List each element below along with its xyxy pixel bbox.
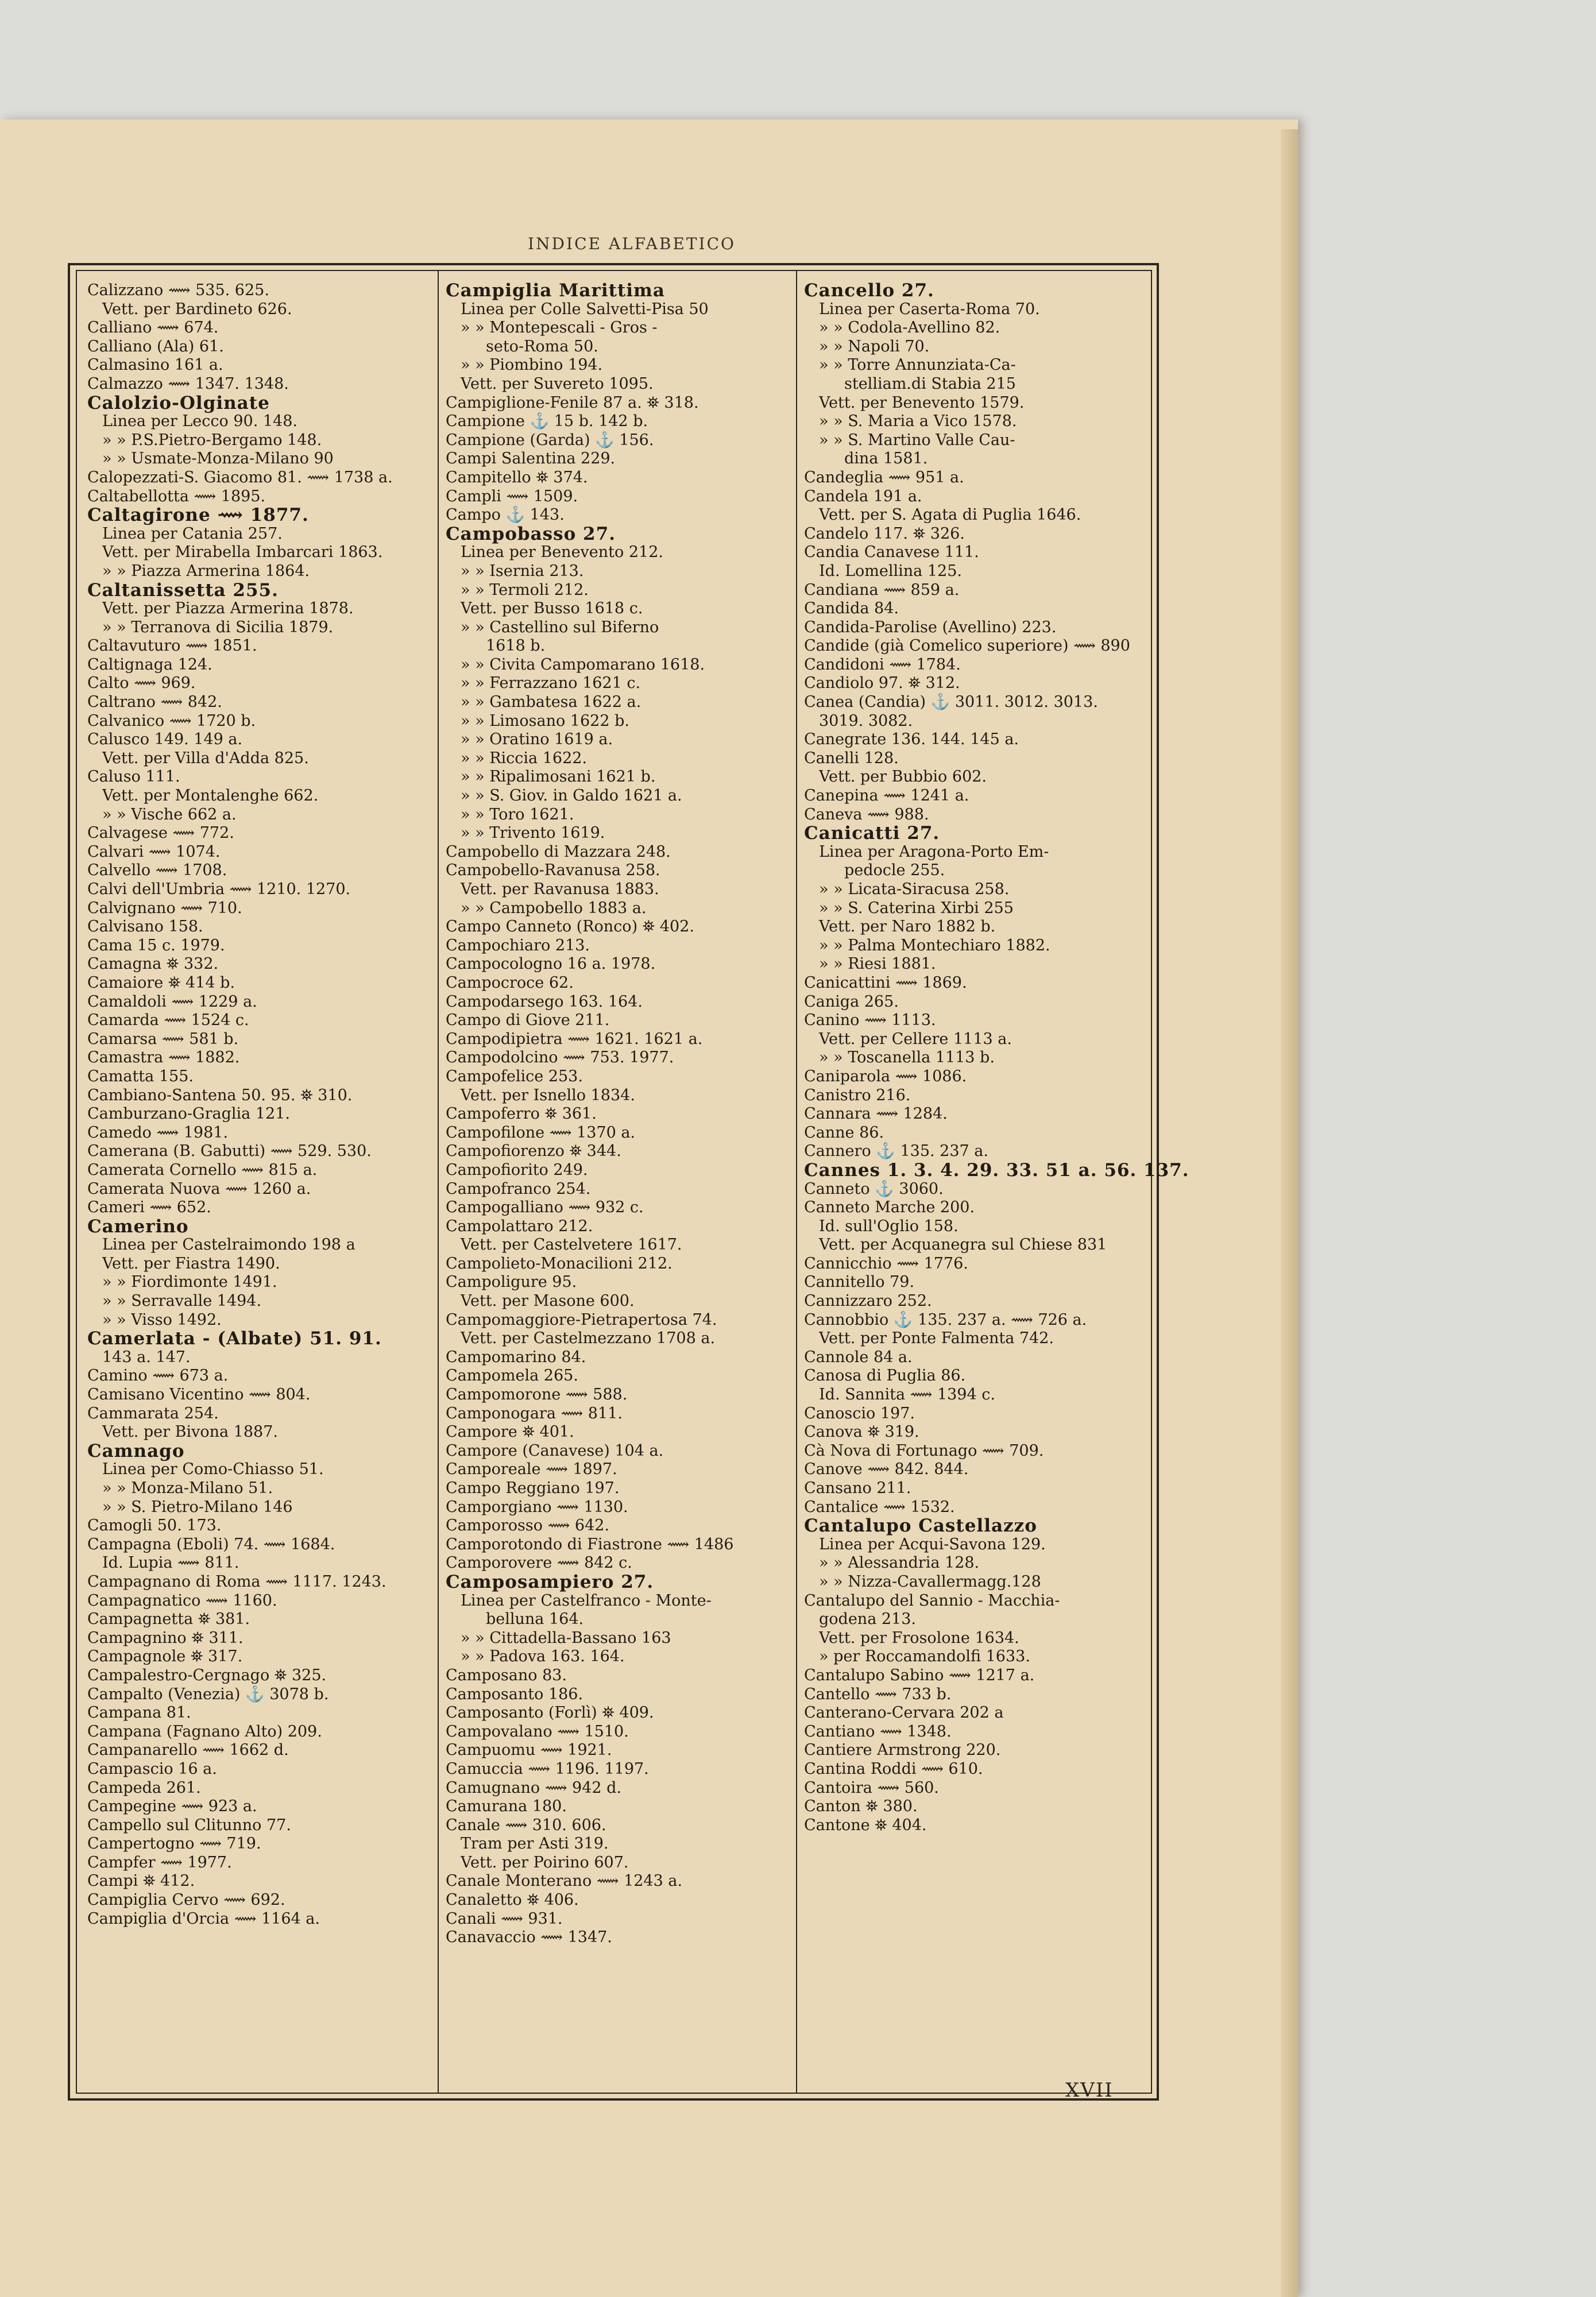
index-entry: Camarda ⟿ 1524 c. [87, 1011, 249, 1030]
index-entry: 1618 b. [486, 637, 546, 655]
index-entry: Caltavuturo ⟿ 1851. [87, 637, 257, 655]
index-entry: Caltabellotta ⟿ 1895. [87, 487, 266, 505]
index-entry: Campomorone ⟿ 588. [446, 1386, 628, 1404]
index-entry: Cantalice ⟿ 1532. [804, 1498, 955, 1516]
index-column-2 [446, 281, 785, 2073]
index-entry: Camporotondo di Fiastrone ⟿ 1486 [446, 1535, 734, 1553]
index-entry: » » Piazza Armerina 1864. [102, 562, 310, 580]
index-entry: Linea per Catania 257. [102, 524, 283, 543]
index-entry: Calvignano ⟿ 710. [87, 899, 242, 917]
index-entry: » » Serravalle 1494. [102, 1292, 262, 1310]
page-header: INDICE ALFABETICO [528, 234, 736, 253]
index-entry: Caltignaga 124. [87, 655, 212, 674]
index-entry: Cama 15 c. 1979. [87, 936, 225, 954]
index-entry: » » Licata-Siracusa 258. [819, 880, 1010, 898]
index-entry: Vett. per Isnello 1834. [461, 1086, 635, 1104]
index-entry: » » Montepescali - Gros - [461, 319, 658, 337]
index-entry: Vett. per Ponte Falmenta 742. [819, 1329, 1054, 1348]
index-entry: Camarsa ⟿ 581 b. [87, 1030, 239, 1048]
index-entry: Canale Monterano ⟿ 1243 a. [446, 1872, 683, 1890]
index-entry: Camaldoli ⟿ 1229 a. [87, 992, 257, 1011]
index-entry: » » Castellino sul Biferno [461, 618, 659, 636]
index-entry: Caniga 265. [804, 992, 899, 1011]
index-entry: » » Palma Montechiaro 1882. [819, 936, 1050, 954]
index-entry: Cantalupo del Sannio - Macchia- [804, 1591, 1060, 1610]
index-heading: Cancello 27. [804, 280, 934, 301]
index-entry: Campeda 261. [87, 1778, 201, 1797]
index-entry: Campolieto-Monacilioni 212. [446, 1254, 673, 1273]
index-entry: Vett. per Castelmezzano 1708 a. [461, 1329, 716, 1348]
index-entry: Vett. per Suvereto 1095. [461, 374, 654, 393]
index-entry: Candidoni ⟿ 1784. [804, 655, 961, 674]
index-entry: Campochiaro 213. [446, 936, 590, 954]
index-entry: Camedo ⟿ 1981. [87, 1123, 229, 1142]
index-entry: Cantone ⛯ 404. [804, 1816, 927, 1834]
index-heading: Caltanissetta 255. [87, 579, 279, 601]
index-entry: » » S. Giov. in Galdo 1621 a. [461, 787, 682, 805]
index-entry: Vett. per Cellere 1113 a. [819, 1030, 1012, 1048]
index-entry: Candide (già Comelico superiore) ⟿ 890 [804, 637, 1130, 655]
index-entry: Cansano 211. [804, 1479, 911, 1497]
index-entry: Campore ⛯ 401. [446, 1423, 574, 1441]
index-entry: Canino ⟿ 1113. [804, 1011, 936, 1030]
index-entry: » » Torre Annunziata-Ca- [819, 356, 1016, 374]
index-entry: » » Monza-Milano 51. [102, 1479, 273, 1497]
index-entry: Calto ⟿ 969. [87, 674, 196, 693]
index-entry: Campalestro-Cergnago ⛯ 325. [87, 1666, 327, 1684]
index-entry: » » Padova 163. 164. [461, 1648, 625, 1666]
index-entry: » » Riesi 1881. [819, 955, 936, 973]
index-entry: Cantina Roddi ⟿ 610. [804, 1760, 983, 1778]
index-entry: Camerata Cornello ⟿ 815 a. [87, 1161, 318, 1179]
index-entry: Cantello ⟿ 733 b. [804, 1685, 952, 1703]
index-entry: Camporgiano ⟿ 1130. [446, 1498, 628, 1516]
index-entry: Campi Salentina 229. [446, 450, 616, 468]
index-entry: Camburzano-Graglia 121. [87, 1105, 290, 1123]
index-entry: Linea per Aragona-Porto Em- [819, 842, 1049, 861]
index-entry: Campalto (Venezia) ⚓ 3078 b. [87, 1685, 329, 1703]
index-entry: Caltrano ⟿ 842. [87, 693, 222, 711]
index-entry: Vett. per Mirabella Imbarcari 1863. [102, 543, 383, 562]
index-entry: Canne 86. [804, 1123, 884, 1142]
index-entry: Campore (Canavese) 104 a. [446, 1441, 664, 1460]
index-entry: » » Terranova di Sicilia 1879. [102, 618, 334, 636]
index-entry: Id. Lupia ⟿ 811. [102, 1554, 239, 1572]
index-entry: Caneva ⟿ 988. [804, 805, 929, 823]
index-entry: » » Campobello 1883 a. [461, 899, 647, 917]
index-entry: Calvanico ⟿ 1720 b. [87, 711, 256, 730]
index-entry: Candida-Parolise (Avellino) 223. [804, 618, 1057, 636]
index-entry: Canelli 128. [804, 749, 899, 767]
index-entry: stelliam.di Stabia 215 [844, 374, 1016, 393]
index-column-3 [804, 280, 1189, 2073]
index-entry: Id. sull'Oglio 158. [819, 1217, 959, 1235]
index-entry: Calliano ⟿ 674. [87, 319, 219, 337]
index-entry: Campomaggiore-Pietrapertosa 74. [446, 1310, 717, 1329]
index-column-1 [87, 281, 426, 2073]
index-entry: Vett. per Castelvetere 1617. [461, 1236, 682, 1254]
index-entry: Id. Lomellina 125. [819, 562, 962, 580]
index-entry: Camporosso ⟿ 642. [446, 1517, 610, 1535]
index-entry: Canea (Candia) ⚓ 3011. 3012. 3013. [804, 693, 1098, 711]
index-entry: Campiglia Cervo ⟿ 692. [87, 1891, 285, 1909]
index-entry: Caluso 111. [87, 768, 180, 786]
index-heading: Campiglia Marittima [446, 280, 665, 301]
index-entry: Linea per Lecco 90. 148. [102, 412, 297, 431]
index-entry: Camerata Nuova ⟿ 1260 a. [87, 1180, 311, 1198]
index-entry: Vett. per Benevento 1579. [819, 393, 1025, 412]
column-separator [796, 270, 797, 2094]
index-entry: Candiolo 97. ⛯ 312. [804, 674, 960, 693]
index-entry: » » Nizza-Cavallermagg.128 [819, 1572, 1041, 1591]
index-entry: » » Ferrazzano 1621 c. [461, 674, 641, 693]
index-entry: Campana 81. [87, 1704, 191, 1722]
index-entry: Campi ⛯ 412. [87, 1872, 195, 1890]
index-entry: Vett. per Masone 600. [461, 1292, 635, 1310]
index-entry: Campagna (Eboli) 74. ⟿ 1684. [87, 1535, 335, 1553]
index-entry: Campodarsego 163. 164. [446, 992, 643, 1011]
index-entry: Canistro 216. [804, 1086, 911, 1104]
index-entry: Campli ⟿ 1509. [446, 487, 578, 505]
index-entry: Campfer ⟿ 1977. [87, 1853, 232, 1871]
index-entry: Camaiore ⛯ 414 b. [87, 973, 235, 992]
index-entry: Camurana 180. [446, 1797, 567, 1816]
index-entry: » » P.S.Pietro-Bergamo 148. [102, 431, 322, 449]
index-entry: Calusco 149. 149 a. [87, 730, 243, 749]
index-entry: Calvi dell'Umbria ⟿ 1210. 1270. [87, 880, 351, 898]
index-entry: pedocle 255. [844, 861, 945, 880]
index-entry: » » Toro 1621. [461, 805, 574, 823]
index-entry: Vett. per Villa d'Adda 825. [102, 749, 309, 767]
index-entry: Cannero ⚓ 135. 237 a. [804, 1142, 988, 1161]
index-entry: Linea per Caserta-Roma 70. [819, 300, 1040, 318]
index-entry: Campagnetta ⛯ 381. [87, 1610, 250, 1629]
index-entry: » » Napoli 70. [819, 337, 930, 355]
index-entry: Camogli 50. 173. [87, 1517, 222, 1535]
index-entry: » » S. Maria a Vico 1578. [819, 412, 1017, 431]
index-entry: Campocroce 62. [446, 973, 574, 992]
index-entry: Campofiorenzo ⛯ 344. [446, 1142, 621, 1161]
index-heading: Camerino [87, 1216, 189, 1237]
index-entry: Campofiorito 249. [446, 1161, 588, 1179]
index-entry: Campobello di Mazzara 248. [446, 842, 671, 861]
index-entry: » » Termoli 212. [461, 581, 589, 599]
index-entry: Campodolcino ⟿ 753. 1977. [446, 1049, 674, 1067]
index-heading: Canicatti 27. [804, 823, 940, 844]
index-entry: Cameri ⟿ 652. [87, 1198, 211, 1217]
index-entry: Vett. per Ravanusa 1883. [461, 880, 659, 898]
index-entry: 3019. 3082. [819, 711, 913, 730]
index-entry: Campanarello ⟿ 1662 d. [87, 1741, 289, 1760]
index-entry: 143 a. 147. [102, 1348, 191, 1366]
index-entry: Campegine ⟿ 923 a. [87, 1797, 257, 1816]
index-entry: Camposanto 186. [446, 1685, 583, 1703]
index-entry: Cannizzaro 252. [804, 1292, 932, 1310]
index-entry: Campofranco 254. [446, 1180, 591, 1198]
index-entry: Cannobbio ⚓ 135. 237 a. ⟿ 726 a. [804, 1310, 1087, 1329]
index-entry: Canale ⟿ 310. 606. [446, 1816, 606, 1834]
index-entry: Cannicchio ⟿ 1776. [804, 1254, 968, 1273]
index-entry: Vett. per Fiastra 1490. [102, 1254, 280, 1273]
index-entry: Vett. per Naro 1882 b. [819, 918, 996, 936]
index-entry: » » Toscanella 1113 b. [819, 1049, 995, 1067]
index-heading: Camnago [87, 1440, 185, 1461]
index-entry: Calvello ⟿ 1708. [87, 861, 227, 880]
index-entry: seto-Roma 50. [486, 337, 598, 355]
index-entry: Calmazzo ⟿ 1347. 1348. [87, 374, 289, 393]
index-heading: Camerlata - (Albate) 51. 91. [87, 1328, 382, 1349]
index-entry: Candida 84. [804, 600, 899, 618]
page-edge [1281, 129, 1298, 2297]
index-entry: » » S. Caterina Xirbi 255 [819, 899, 1014, 917]
index-entry: » per Roccamandolfi 1633. [819, 1648, 1030, 1666]
index-entry: Campolattaro 212. [446, 1217, 593, 1235]
index-entry: Camisano Vicentino ⟿ 804. [87, 1386, 311, 1404]
index-entry: » » Visso 1492. [102, 1310, 222, 1329]
index-entry: Tram per Asti 319. [461, 1835, 609, 1853]
index-entry: Linea per Castelfranco - Monte- [461, 1591, 712, 1610]
index-entry: Camino ⟿ 673 a. [87, 1367, 229, 1385]
index-entry: » » S. Pietro-Milano 146 [102, 1498, 293, 1516]
index-entry: » » Trivento 1619. [461, 824, 605, 842]
index-entry: Vett. per Bivona 1887. [102, 1423, 278, 1441]
index-entry: Cantoira ⟿ 560. [804, 1778, 939, 1797]
index-entry: Linea per Castelraimondo 198 a [102, 1236, 355, 1254]
index-entry: Camerana (B. Gabutti) ⟿ 529. 530. [87, 1142, 372, 1161]
index-entry: Campello sul Clitunno 77. [87, 1816, 291, 1834]
index-heading: Cantalupo Castellazzo [804, 1515, 1037, 1537]
index-entry: Campobello-Ravanusa 258. [446, 861, 660, 880]
index-entry: » » Cittadella-Bassano 163 [461, 1629, 671, 1647]
index-entry: » » Alessandria 128. [819, 1554, 980, 1572]
index-entry: Calvisano 158. [87, 918, 203, 936]
index-entry: Canterano-Cervara 202 a [804, 1704, 1004, 1722]
index-entry: Candela 191 a. [804, 487, 922, 505]
index-entry: Canton ⛯ 380. [804, 1797, 918, 1816]
index-entry: Candeglia ⟿ 951 a. [804, 468, 964, 486]
index-entry: Campomela 265. [446, 1367, 578, 1385]
index-entry: » » Civita Campomarano 1618. [461, 655, 705, 674]
index-entry: Campo Canneto (Ronco) ⛯ 402. [446, 918, 694, 936]
index-entry: » » S. Martino Valle Cau- [819, 431, 1015, 449]
index-entry: Vett. per Acquanegra sul Chiese 831 [819, 1236, 1107, 1254]
index-entry: Campiglione-Fenile 87 a. ⛯ 318. [446, 393, 699, 412]
index-entry: Camposanto (Forlì) ⛯ 409. [446, 1704, 654, 1722]
index-entry: Vett. per Busso 1618 c. [461, 600, 643, 618]
index-heading: Calolzio-Olginate [87, 392, 270, 413]
index-entry: Canaletto ⛯ 406. [446, 1891, 579, 1909]
index-entry: Camporovere ⟿ 842 c. [446, 1554, 632, 1572]
index-heading: Camposampiero 27. [446, 1571, 654, 1592]
index-entry: Campofelice 253. [446, 1067, 583, 1085]
index-entry: Campione ⚓ 15 b. 142 b. [446, 412, 648, 431]
index-entry: Canavaccio ⟿ 1347. [446, 1928, 612, 1947]
index-entry: Canova ⛯ 319. [804, 1423, 919, 1441]
index-entry: Canicattini ⟿ 1869. [804, 973, 967, 992]
index-entry: Vett. per Piazza Armerina 1878. [102, 600, 354, 618]
index-entry: Canneto Marche 200. [804, 1198, 975, 1217]
index-entry: Camagna ⛯ 332. [87, 955, 219, 973]
index-entry: Cà Nova di Fortunago ⟿ 709. [804, 1441, 1044, 1460]
index-entry: Campodipietra ⟿ 1621. 1621 a. [446, 1030, 703, 1048]
index-entry: Canegrate 136. 144. 145 a. [804, 730, 1019, 749]
index-entry: Campana (Fagnano Alto) 209. [87, 1722, 322, 1741]
index-entry: belluna 164. [486, 1610, 584, 1629]
index-entry: Campoligure 95. [446, 1273, 577, 1291]
index-entry: Calliano (Ala) 61. [87, 337, 224, 355]
index-entry: Campoferro ⛯ 361. [446, 1105, 597, 1123]
index-entry: » » Oratino 1619 a. [461, 730, 613, 749]
index-entry: Calvagese ⟿ 772. [87, 824, 234, 842]
index-heading: Campobasso 27. [446, 523, 616, 544]
index-entry: Campo ⚓ 143. [446, 506, 565, 524]
index-entry: Canneto ⚓ 3060. [804, 1180, 944, 1198]
index-entry: Cambiano-Santena 50. 95. ⛯ 310. [87, 1086, 353, 1104]
index-entry: Calvari ⟿ 1074. [87, 842, 221, 861]
index-entry: Camuccia ⟿ 1196. 1197. [446, 1760, 649, 1778]
index-entry: Camugnano ⟿ 942 d. [446, 1778, 622, 1797]
index-entry: Campocologno 16 a. 1978. [446, 955, 656, 973]
index-entry: Cantalupo Sabino ⟿ 1217 a. [804, 1666, 1035, 1684]
index-entry: Campogalliano ⟿ 932 c. [446, 1198, 644, 1217]
index-entry: Calopezzati-S. Giacomo 81. ⟿ 1738 a. [87, 468, 393, 486]
index-entry: Campomarino 84. [446, 1348, 586, 1366]
index-entry: Campitello ⛯ 374. [446, 468, 588, 486]
index-entry: » » Usmate-Monza-Milano 90 [102, 450, 334, 468]
index-entry: Campascio 16 a. [87, 1760, 217, 1778]
index-entry: Canove ⟿ 842. 844. [804, 1460, 969, 1479]
index-entry: Campo di Giove 211. [446, 1011, 610, 1030]
index-entry: Vett. per Frosolone 1634. [819, 1629, 1019, 1647]
index-entry: Candia Canavese 111. [804, 543, 979, 562]
index-entry: Camastra ⟿ 1882. [87, 1049, 240, 1067]
index-entry: Campuomu ⟿ 1921. [446, 1741, 612, 1760]
index-entry: Cantiere Armstrong 220. [804, 1741, 1001, 1760]
index-entry: Calizzano ⟿ 535. 625. [87, 281, 269, 299]
index-entry: » » Codola-Avellino 82. [819, 319, 1000, 337]
index-entry: Linea per Colle Salvetti-Pisa 50 [461, 300, 709, 318]
index-entry: Linea per Acqui-Savona 129. [819, 1535, 1046, 1553]
column-separator [438, 270, 439, 2094]
index-entry: » » Gambatesa 1622 a. [461, 693, 642, 711]
index-entry: Vett. per Bardineto 626. [102, 300, 292, 318]
index-entry: Camporeale ⟿ 1897. [446, 1460, 617, 1479]
index-entry: Cannole 84 a. [804, 1348, 913, 1366]
index-entry: Camponogara ⟿ 811. [446, 1404, 623, 1422]
index-entry: Id. Sannita ⟿ 1394 c. [819, 1386, 995, 1404]
index-entry: Caniparola ⟿ 1086. [804, 1067, 967, 1085]
index-entry: » » Limosano 1622 b. [461, 711, 629, 730]
index-entry: Candiana ⟿ 859 a. [804, 581, 960, 599]
index-entry: Linea per Como-Chiasso 51. [102, 1460, 324, 1479]
index-entry: Cannara ⟿ 1284. [804, 1105, 948, 1123]
index-entry: Calmasino 161 a. [87, 356, 223, 374]
index-entry: Campofilone ⟿ 1370 a. [446, 1123, 636, 1142]
index-entry: Campertogno ⟿ 719. [87, 1835, 261, 1853]
index-heading: Cannes 1. 3. 4. 29. 33. 51 a. 56. 137. [804, 1159, 1189, 1181]
page-number: XVII [1065, 2079, 1114, 2102]
index-entry: Campo Reggiano 197. [446, 1479, 620, 1497]
index-entry: Camatta 155. [87, 1067, 194, 1085]
index-entry: dina 1581. [844, 450, 928, 468]
index-entry: Campovalano ⟿ 1510. [446, 1722, 629, 1741]
index-entry: Campagnatico ⟿ 1160. [87, 1591, 277, 1610]
index-entry: Cannitello 79. [804, 1273, 915, 1291]
index-entry: Candelo 117. ⛯ 326. [804, 524, 965, 543]
index-heading: Caltagirone ⟿ 1877. [87, 505, 309, 526]
index-entry: » » Riccia 1622. [461, 749, 588, 767]
index-entry: Vett. per Montalenghe 662. [102, 787, 319, 805]
index-entry: Campagnino ⛯ 311. [87, 1629, 244, 1647]
index-entry: » » Ripalimosani 1621 b. [461, 768, 656, 786]
index-entry: Campagnano di Roma ⟿ 1117. 1243. [87, 1572, 387, 1591]
index-entry: Camposano 83. [446, 1666, 567, 1684]
index-entry: Linea per Benevento 212. [461, 543, 663, 562]
index-entry: Canali ⟿ 931. [446, 1909, 563, 1928]
index-entry: » » Fiordimonte 1491. [102, 1273, 277, 1291]
index-entry: » » Piombino 194. [461, 356, 603, 374]
index-entry: Cantiano ⟿ 1348. [804, 1722, 952, 1741]
index-entry: Canoscio 197. [804, 1404, 915, 1422]
index-entry: Canepina ⟿ 1241 a. [804, 787, 969, 805]
index-entry: Canosa di Puglia 86. [804, 1367, 966, 1385]
index-entry: Vett. per Bubbio 602. [819, 768, 987, 786]
index-entry: Vett. per S. Agata di Puglia 1646. [819, 506, 1081, 524]
index-entry: » » Vische 662 a. [102, 805, 237, 823]
index-entry: Cammarata 254. [87, 1404, 219, 1422]
index-entry: » » Isernia 213. [461, 562, 584, 580]
index-entry: Campione (Garda) ⚓ 156. [446, 431, 654, 449]
index-entry: godena 213. [819, 1610, 916, 1629]
index-entry: Vett. per Poirino 607. [461, 1853, 629, 1871]
index-entry: Campiglia d'Orcia ⟿ 1164 a. [87, 1909, 320, 1928]
index-entry: Campagnole ⛯ 317. [87, 1648, 243, 1666]
